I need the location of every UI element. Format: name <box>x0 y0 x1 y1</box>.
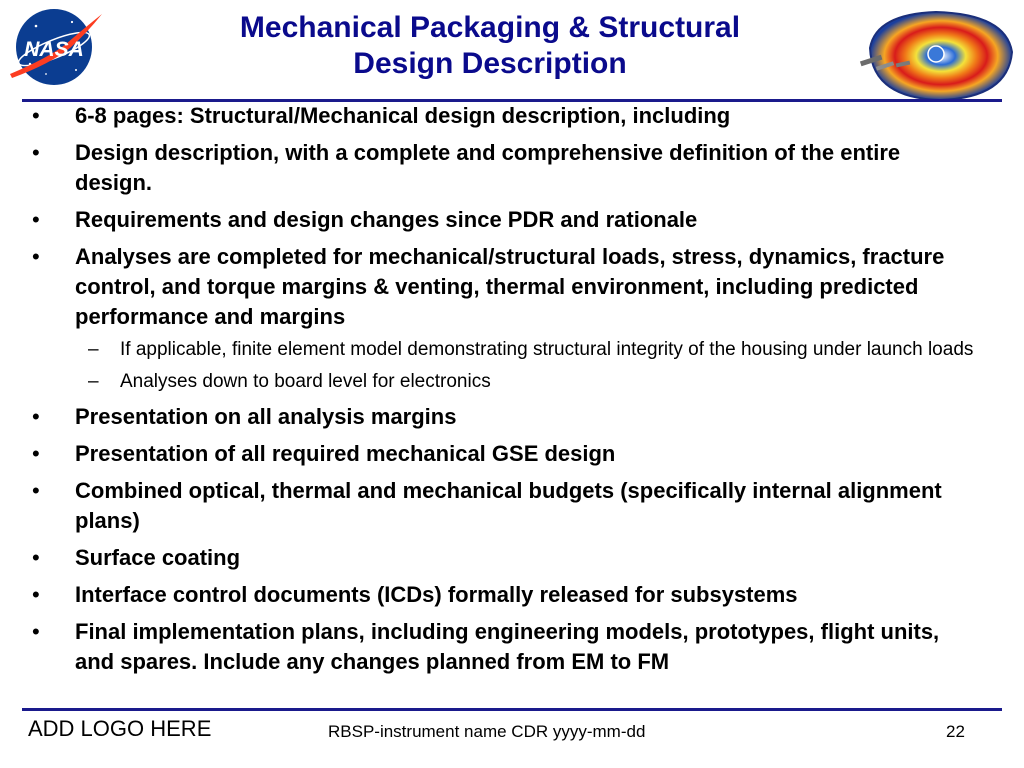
sub-bullet-list <box>75 337 974 395</box>
slide-body <box>24 101 974 684</box>
bullet-marker-icon: • <box>32 619 40 644</box>
sub-bullet-item: – Analyses down to board level for electronics <box>75 369 974 395</box>
bullet-marker-icon: • <box>32 545 40 570</box>
bullet-item: • Requirements and design changes since PDR and rationale <box>24 205 974 235</box>
bullet-marker-icon: • <box>32 140 40 165</box>
title-line-1: Mechanical Packaging & Structural <box>239 11 741 44</box>
bullet-item: • Design description, with a complete and comprehensive definition of the entire design. <box>32 140 901 195</box>
bullet-item: • Analyses are completed for mechanical/structural loads, stress, dynamics, fracture control, and torque margins & venting, thermal environment, including predicted performance and margins – If applicable, finite element model demonstrating structural integrity of the housing under launch loads – Analyses down to board level for electronics <box>24 242 974 395</box>
page-number: 22 <box>946 722 965 741</box>
footer-document-label: RBSP-instrument name CDR yyyy-mm-dd <box>328 722 646 741</box>
bullet-item: • Surface coating <box>24 543 974 573</box>
dash-marker-icon: – <box>88 339 99 360</box>
radiation-belt-logo-icon <box>856 8 1016 102</box>
footer-divider <box>22 708 1002 711</box>
bullet-marker-icon: • <box>32 478 40 503</box>
bullet-item: • Presentation on all analysis margins <box>24 402 974 432</box>
footer-logo-placeholder: ADD LOGO HERE <box>28 716 212 741</box>
bullet-item: • Interface control documents (ICDs) formally released for subsystems <box>24 580 974 610</box>
bullet-marker-icon: • <box>32 244 40 269</box>
bullet-marker-icon: • <box>32 404 40 429</box>
svg-text:NASA: NASA <box>24 38 84 61</box>
bullet-item: • 6-8 pages: Structural/Mechanical design description, including <box>24 101 974 131</box>
bullet-item: • Combined optical, thermal and mechanical budgets (specifically internal alignment plans) <box>32 478 942 533</box>
bullet-marker-icon: • <box>32 582 40 607</box>
page-title <box>180 10 800 82</box>
bullet-item: • Final implementation plans, including engineering models, prototypes, flight units, and spares. Include any changes planned from EM to FM <box>32 619 940 674</box>
title-line-2: Design Description <box>353 47 627 80</box>
nasa-logo-icon <box>6 4 104 88</box>
dash-marker-icon: – <box>88 371 99 392</box>
bullet-marker-icon: • <box>32 207 40 232</box>
bullet-list <box>24 101 974 677</box>
bullet-marker-icon: • <box>32 441 40 466</box>
bullet-item: • Presentation of all required mechanical GSE design <box>24 439 974 469</box>
bullet-marker-icon: • <box>32 103 40 128</box>
sub-bullet-item: – If applicable, finite element model demonstrating structural integrity of the housing under launch loads <box>75 337 974 363</box>
